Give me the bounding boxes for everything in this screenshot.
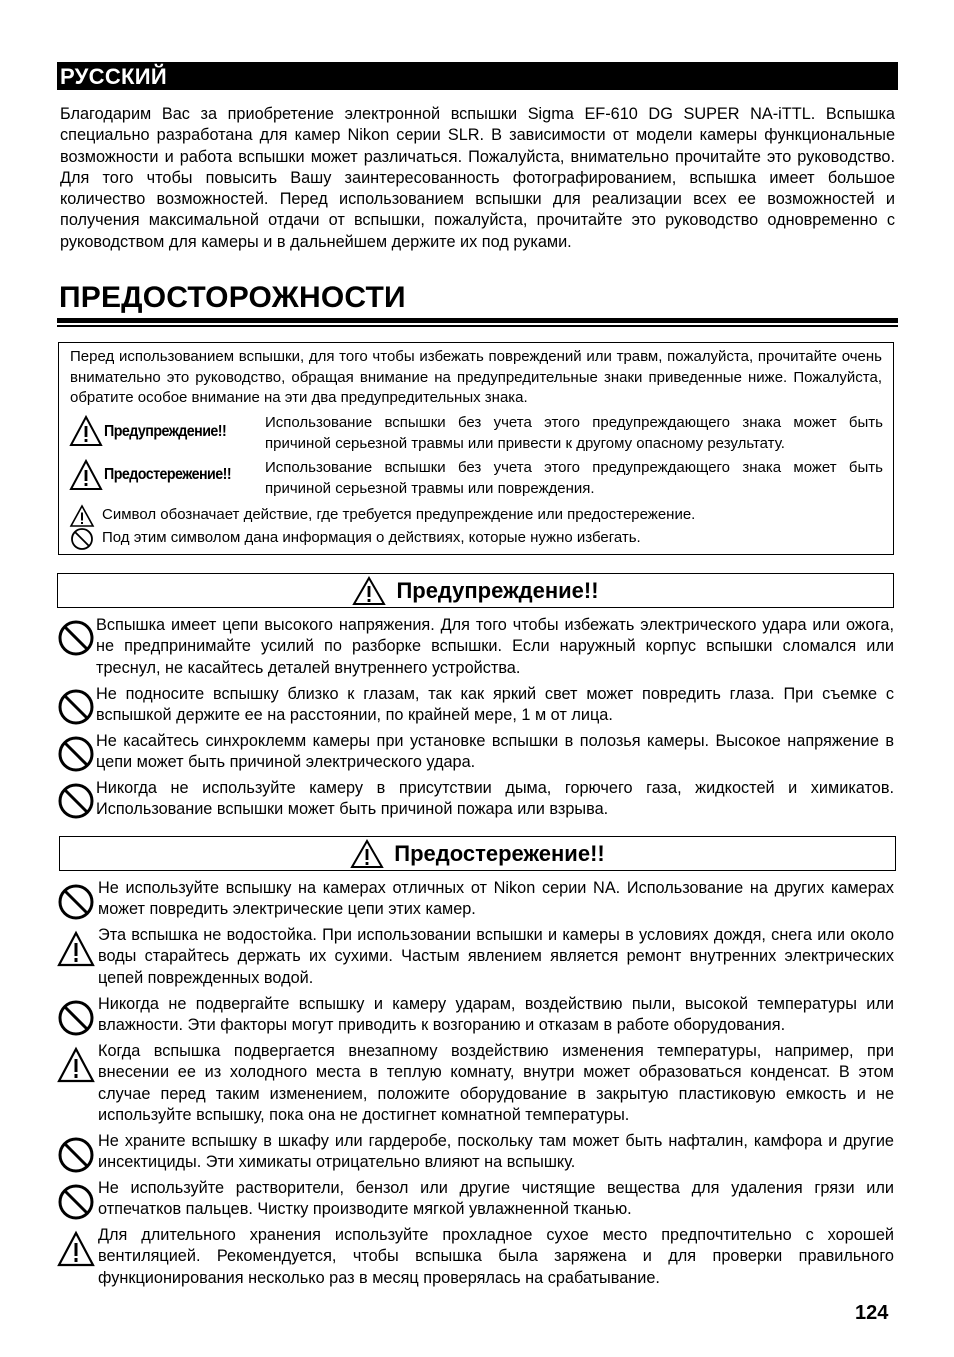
caution-description: Использование вспышки без учета этого предупреждающего знака может быть причиной серьезной травмы или повреждения. — [265, 459, 883, 497]
list-item-text: Никогда не подвергайте вспышку и камеру ударам, воздействию пыли, высокой температуры или влажности. Эти факторы могут приводить к возгоранию и отказам в работе оборудования. — [98, 995, 894, 1035]
caution-label: Предостережение!! — [104, 466, 232, 483]
prohibit-icon — [57, 782, 95, 820]
title-rule-thin — [57, 325, 898, 327]
language-header: РУССКИЙ — [57, 62, 898, 90]
prohibit-icon — [57, 883, 95, 921]
warning-icon — [352, 576, 386, 606]
page-number: 124 — [855, 1302, 889, 1324]
legend-triangle-text: Символ обозначает действие, где требуется предупреждение или предостережение. — [102, 506, 696, 523]
symbol-info-box — [58, 342, 894, 555]
warning-section-title: Предупреждение!! — [396, 577, 599, 603]
caution-section-header — [59, 836, 896, 871]
list-item-text: Никогда не используйте камеру в присутствии дыма, горючего газа, жидкостей и химикатов. Использование вспышки может быть причиной пожара или взрыва. — [96, 779, 894, 819]
warning-label: Предупреждение!! — [104, 423, 227, 440]
list-item-text: Для длительного хранения используйте прохладное сухое место предпочтительно с хорошей вентиляцией. Рекомендуется, чтобы вспышка была заряжена и для проверки правильного функционирования несколько раз в месяц проверялась на срабатывание. — [98, 1226, 894, 1287]
warning-icon — [57, 930, 95, 968]
prohibit-icon — [57, 735, 95, 773]
caution-section-title: Предостережение!! — [394, 840, 605, 866]
warning-section-header — [57, 573, 894, 608]
warning-icon — [57, 1046, 95, 1084]
title-rule-thick — [57, 318, 898, 323]
info-box-text: Перед использованием вспышки, для того чтобы избежать повреждений или травм, пожалуйста, прочитайте очень внимательно это руководство, обращая внимание на предупредительные знаки приведенные ниже. Пожалуйста, обратите особое внимание на эти два предупредительных знака. — [70, 348, 882, 406]
warning-icon — [57, 1230, 95, 1268]
intro-paragraph: Благодарим Вас за приобретение электронной вспышки Sigma EF-610 DG SUPER NA-iTTL. Вспышка специально разработана для камер Nikon серии SLR. В зависимости от модели камеры функциональные возможности и работа вспышки может различаться. Пожалуйста, внимательно прочитайте это руководство. Для того чтобы повысить Вашу заинтересованность фотографированием, вспышка имеет большое количество возможностей. Перед использованием вспышки для реализации всех ее возможностей и получения максимальной отдачи от вспышки, пожалуйста, прочитайте это руководство одновременно с руководством для камеры и в дальнейшем держите их под руками. — [60, 105, 895, 251]
prohibit-icon — [57, 999, 95, 1037]
prohibit-icon — [57, 1183, 95, 1221]
warning-description: Использование вспышки без учета этого предупреждающего знака может быть причиной серьезной травмы или привести к другому опасному результату. — [265, 414, 883, 452]
legend-prohibit-text: Под этим символом дана информация о действиях, которые нужно избегать. — [102, 529, 641, 546]
list-item-text: Когда вспышка подвергается внезапному воздействию изменения температуры, например, при внесении ее из холодного места в теплую комнату, внутри может образоваться конденсат. В этом случае перед таким изменением, положите оборудование в закрытую пластиковую емкость и не используйте вспышку, пока она не достигнет комнатной температуры. — [98, 1042, 894, 1124]
list-item-text: Не касайтесь синхроклемм камеры при установке вспышки в полозья камеры. Высокое напряжение в цепи может быть причиной электрического удара. — [96, 732, 894, 772]
warning-icon — [69, 459, 103, 491]
warning-icon — [350, 839, 384, 869]
prohibit-icon — [57, 619, 95, 657]
list-item-text: Не подносите вспышку близко к глазам, так как яркий свет может повредить глаза. При съемке с вспышкой держите ее на расстоянии, по крайней мере, 1 м от лица. — [96, 685, 894, 725]
list-item-text: Не храните вспышку в шкафу или гардеробе, поскольку там может быть нафталин, камфора и другие инсектициды. Эти химикаты отрицательно влияют на вспышку. — [98, 1132, 894, 1172]
prohibit-icon — [57, 688, 95, 726]
list-item-text: Вспышка имеет цепи высокого напряжения. Для того чтобы избежать электрического удара или ожога, не предпринимайте усилий по разборке вспышки. Если наружный корпус вспышки сломался или треснул, не касайтесь деталей внутреннего устройства. — [96, 616, 894, 677]
list-item-text: Не используйте вспышку на камерах отличных от Nikon серии NA. Использование на других камерах может повредить электрические цепи этих камер. — [98, 879, 894, 919]
warning-icon — [69, 415, 103, 447]
section-title: ПРЕДОСТОРОЖНОСТИ — [59, 281, 406, 314]
list-item-text: Не используйте растворители, бензол или другие чистящие вещества для удаления грязи или отпечатков пальцев. Чистку производите мягкой увлажненной тканью. — [98, 1179, 894, 1219]
prohibit-icon — [69, 527, 95, 551]
warning-icon — [69, 504, 95, 528]
list-item-text: Эта вспышка не водостойка. При использовании вспышки и камеры в условиях дождя, снега или около воды старайтесь держать их сухими. Частым явлением является ремонт внутренних электрических цепей поврежденных водой. — [98, 926, 894, 987]
prohibit-icon — [57, 1136, 95, 1174]
